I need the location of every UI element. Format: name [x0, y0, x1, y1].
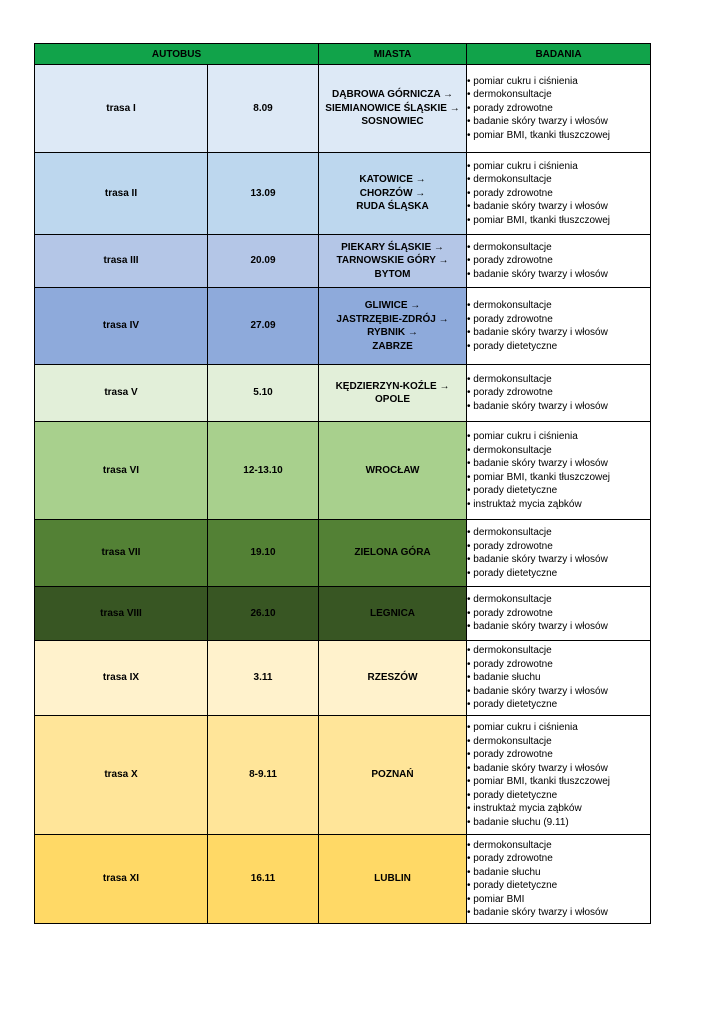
test-item: • badanie słuchu [467, 671, 650, 685]
test-item: • porady zdrowotne [467, 102, 650, 116]
route-name: trasa X [35, 716, 208, 835]
route-cities [319, 153, 467, 235]
route-tests [467, 835, 651, 924]
route-cities [319, 65, 467, 153]
test-item: • badanie skóry twarzy i włosów [467, 620, 650, 634]
header-bus: AUTOBUS [35, 44, 319, 65]
city-name: JASTRZĘBIE-ZDRÓJ → [336, 313, 449, 325]
test-item: • dermokonsultacje [467, 839, 650, 853]
route-date: 16.11 [208, 835, 319, 924]
city-name: SIEMIANOWICE ŚLĄSKIE → [325, 102, 460, 114]
city-name: DĄBROWA GÓRNICZA → [332, 89, 453, 101]
table-row [35, 587, 651, 641]
tests-list [467, 839, 650, 920]
test-item: • badanie słuchu [467, 866, 650, 880]
tests-list [467, 373, 650, 414]
route-name: trasa III [35, 235, 208, 288]
tests-list [467, 644, 650, 712]
test-item: • porady zdrowotne [467, 187, 650, 201]
tests-list [467, 299, 650, 353]
header-cities: MIASTA [319, 44, 467, 65]
route-name: trasa VIII [35, 587, 208, 641]
test-item: • dermokonsultacje [467, 444, 650, 458]
route-cities [319, 365, 467, 422]
test-item: • badanie słuchu (9.11) [467, 816, 650, 830]
route-name: trasa IX [35, 641, 208, 716]
route-cities [319, 835, 467, 924]
table-row [35, 422, 651, 520]
tests-list [467, 593, 650, 634]
route-date: 20.09 [208, 235, 319, 288]
test-item: • dermokonsultacje [467, 173, 650, 187]
table-row [35, 716, 651, 835]
test-item: • porady dietetyczne [467, 789, 650, 803]
route-date: 27.09 [208, 288, 319, 365]
route-name: trasa VI [35, 422, 208, 520]
test-item: • porady dietetyczne [467, 484, 650, 498]
route-tests [467, 153, 651, 235]
test-item: • porady dietetyczne [467, 698, 650, 712]
route-cities [319, 641, 467, 716]
city-name: BYTOM [374, 268, 411, 280]
city-name: CHORZÓW → [359, 187, 426, 199]
test-item: • porady zdrowotne [467, 607, 650, 621]
route-date: 8-9.11 [208, 716, 319, 835]
route-date: 12-13.10 [208, 422, 319, 520]
test-item: • porady zdrowotne [467, 254, 650, 268]
test-item: • porady zdrowotne [467, 852, 650, 866]
header-row [35, 44, 651, 65]
tests-list [467, 430, 650, 511]
route-cities [319, 235, 467, 288]
route-cities [319, 288, 467, 365]
route-tests [467, 587, 651, 641]
test-item: • badanie skóry twarzy i włosów [467, 200, 650, 214]
test-item: • dermokonsultacje [467, 88, 650, 102]
table-row [35, 65, 651, 153]
route-tests [467, 365, 651, 422]
test-item: • pomiar BMI [467, 893, 650, 907]
schedule-table [34, 43, 651, 924]
test-item: • badanie skóry twarzy i włosów [467, 400, 650, 414]
test-item: • dermokonsultacje [467, 373, 650, 387]
test-item: • badanie skóry twarzy i włosów [467, 906, 650, 920]
test-item: • badanie skóry twarzy i włosów [467, 268, 650, 282]
tests-list [467, 160, 650, 228]
test-item: • dermokonsultacje [467, 241, 650, 255]
route-name: trasa XI [35, 835, 208, 924]
city-name: LEGNICA [370, 607, 416, 619]
test-item: • pomiar BMI, tkanki tłuszczowej [467, 214, 650, 228]
city-name: GLIWICE → [364, 300, 421, 311]
route-date: 5.10 [208, 365, 319, 422]
table-row [35, 153, 651, 235]
route-name: trasa VII [35, 520, 208, 587]
route-date: 3.11 [208, 641, 319, 716]
test-item: • pomiar BMI, tkanki tłuszczowej [467, 471, 650, 485]
route-name: trasa V [35, 365, 208, 422]
table-row [35, 641, 651, 716]
route-date: 8.09 [208, 65, 319, 153]
test-item: • porady zdrowotne [467, 386, 650, 400]
city-name: KĘDZIERZYN-KOŹLE → [335, 380, 450, 392]
route-date: 26.10 [208, 587, 319, 641]
city-name: ZABRZE [372, 340, 413, 352]
route-name: trasa I [35, 65, 208, 153]
test-item: • pomiar cukru i ciśnienia [467, 75, 650, 89]
route-tests [467, 65, 651, 153]
table-row [35, 520, 651, 587]
test-item: • porady zdrowotne [467, 658, 650, 672]
test-item: • porady dietetyczne [467, 879, 650, 893]
test-item: • pomiar BMI, tkanki tłuszczowej [467, 129, 650, 143]
route-tests [467, 520, 651, 587]
city-name: POZNAŃ [371, 769, 414, 781]
route-date: 19.10 [208, 520, 319, 587]
city-name: WROCŁAW [365, 464, 420, 476]
test-item: • dermokonsultacje [467, 644, 650, 658]
table-row [35, 288, 651, 365]
city-name: KATOWICE → [359, 174, 426, 186]
route-tests [467, 288, 651, 365]
test-item: • pomiar cukru i ciśnienia [467, 430, 650, 444]
tests-list [467, 721, 650, 829]
test-item: • dermokonsultacje [467, 299, 650, 313]
test-item: • dermokonsultacje [467, 735, 650, 749]
header-tests: BADANIA [467, 44, 651, 65]
test-item: • pomiar BMI, tkanki tłuszczowej [467, 775, 650, 789]
test-item: • porady dietetyczne [467, 567, 650, 581]
city-name: LUBLIN [374, 873, 411, 885]
city-name: RZESZÓW [367, 672, 418, 684]
route-cities [319, 520, 467, 587]
route-tests [467, 641, 651, 716]
test-item: • dermokonsultacje [467, 526, 650, 540]
table-row [35, 235, 651, 288]
test-item: • dermokonsultacje [467, 593, 650, 607]
route-cities [319, 587, 467, 641]
test-item: • instruktaż mycia ząbków [467, 498, 650, 512]
test-item: • badanie skóry twarzy i włosów [467, 762, 650, 776]
test-item: • instruktaż mycia ząbków [467, 802, 650, 816]
city-name: ZIELONA GÓRA [354, 547, 431, 559]
table-row [35, 835, 651, 924]
city-name: RYBNIK → [367, 327, 418, 338]
test-item: • porady zdrowotne [467, 540, 650, 554]
tests-list [467, 526, 650, 580]
route-date: 13.09 [208, 153, 319, 235]
route-name: trasa II [35, 153, 208, 235]
test-item: • porady dietetyczne [467, 340, 650, 354]
test-item: • pomiar cukru i ciśnienia [467, 721, 650, 735]
city-name: RUDA ŚLĄSKA [356, 201, 429, 213]
city-name: OPOLE [375, 394, 411, 405]
test-item: • badanie skóry twarzy i włosów [467, 553, 650, 567]
test-item: • porady zdrowotne [467, 748, 650, 762]
city-name: TARNOWSKIE GÓRY → [336, 255, 449, 267]
city-name: SOSNOWIEC [361, 116, 424, 128]
route-tests [467, 716, 651, 835]
route-tests [467, 235, 651, 288]
tests-list [467, 75, 650, 143]
test-item: • pomiar cukru i ciśnienia [467, 160, 650, 174]
city-name: PIEKARY ŚLĄSKIE → [341, 241, 444, 253]
tests-list [467, 241, 650, 282]
test-item: • badanie skóry twarzy i włosów [467, 685, 650, 699]
route-tests [467, 422, 651, 520]
test-item: • badanie skóry twarzy i włosów [467, 115, 650, 129]
test-item: • badanie skóry twarzy i włosów [467, 326, 650, 340]
table-row [35, 365, 651, 422]
route-cities [319, 422, 467, 520]
route-name: trasa IV [35, 288, 208, 365]
route-cities [319, 716, 467, 835]
test-item: • porady zdrowotne [467, 313, 650, 327]
test-item: • badanie skóry twarzy i włosów [467, 457, 650, 471]
